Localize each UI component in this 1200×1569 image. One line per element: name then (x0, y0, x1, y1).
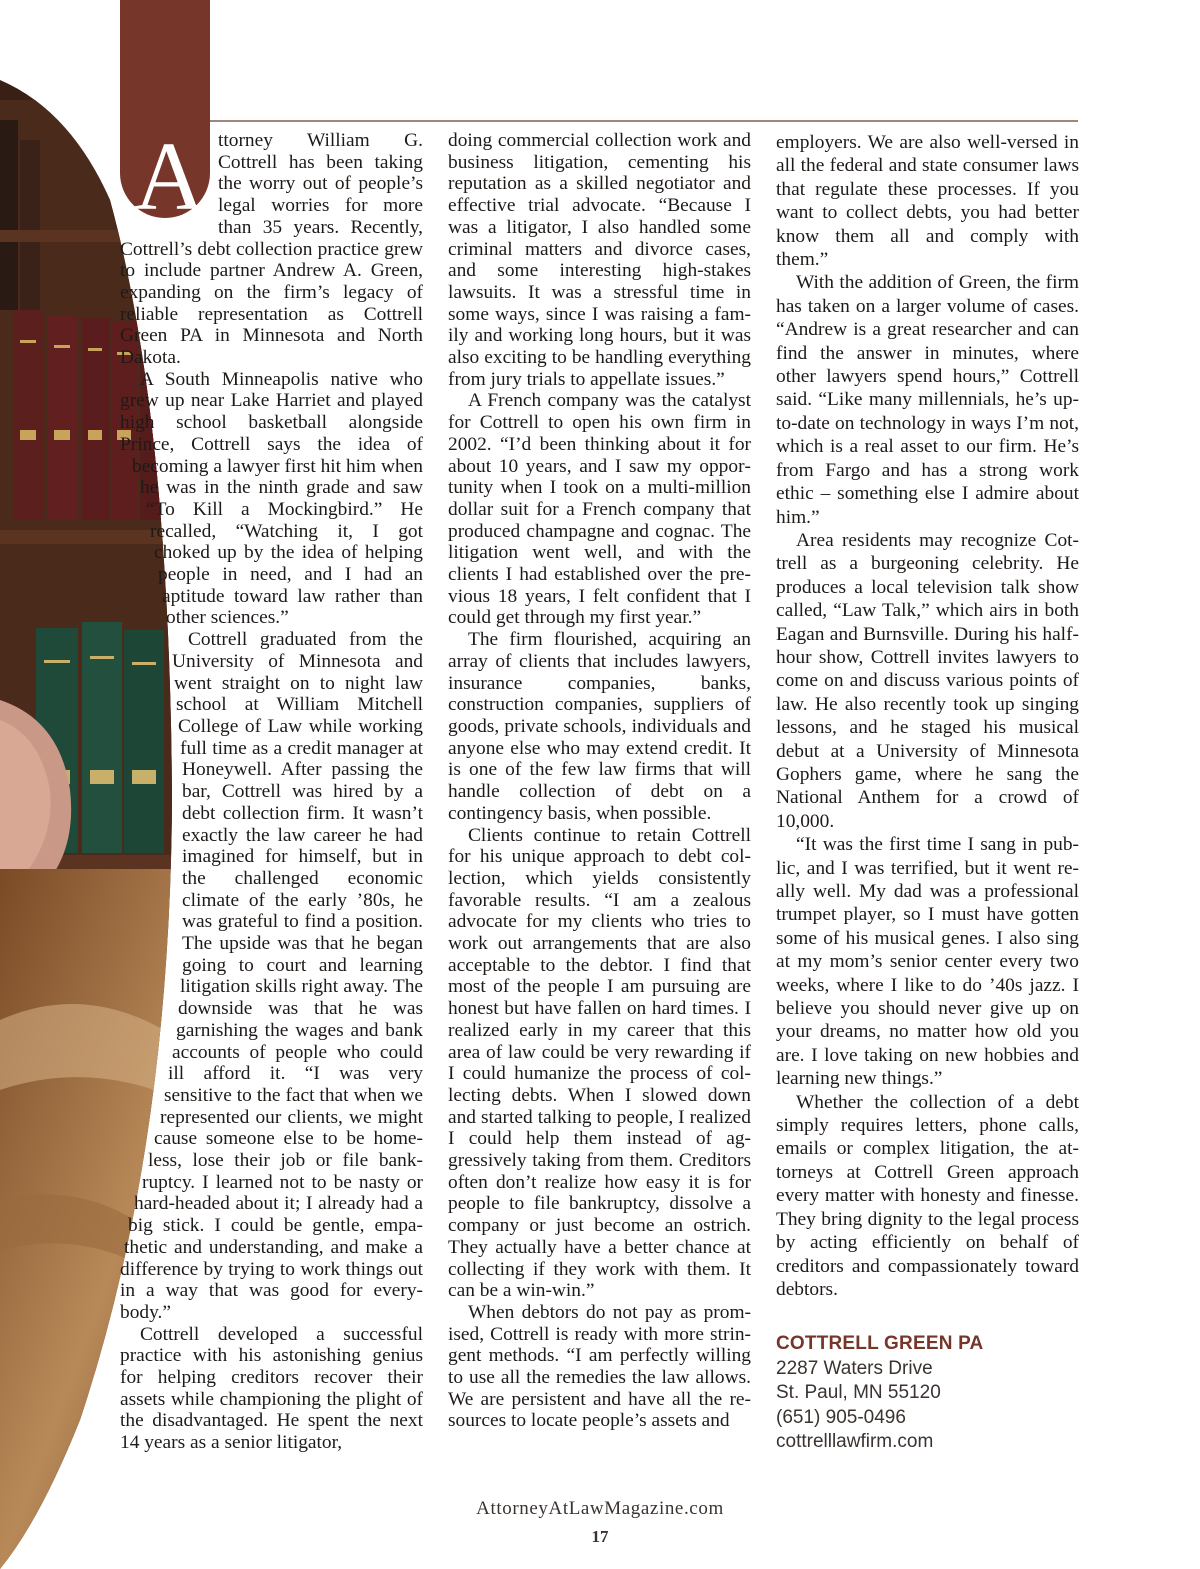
firm-phone[interactable]: (651) 905-0496 (776, 1406, 906, 1428)
article-column-3 (776, 131, 1079, 1301)
footer-site: AttorneyAtLawMagazine.com (476, 1498, 724, 1519)
article-column-2 (448, 130, 751, 1432)
paragraph: “It was the first time I sang in public, and I was terrified, but it went really well. My dad was a professional trumpet player, so I must have gotten some of his musical genes. I also sing at my mom’s senior center every two weeks, where I like to do ’40s jazz. I believe you should never give up on your dreams, no matter how old you are. I love taking on new hobbies and learning new things.” (776, 834, 1079, 1090)
paragraph: employers. We are also well-versed in all the federal and state consumer laws that regulate these processes. If you want to collect debts, you had better know them all and comply with them.” (776, 132, 1079, 271)
paragraph: A South Minneapolis native who grew up near Lake Harriet and played high school basketball alongside Prince, Cottrell says the idea of becoming a lawyer first hit him when he was in the ninth grade and saw “To Kill a Mockingbird.” He recalled, “Watching it, I got choked up by the idea of helping people in need, and I had an aptitude toward law rather than other sciences.” (120, 368, 423, 629)
paragraph: doing commercial collection work and business litigation, cementing his reputation as a skilled negotiator and effective trial advocate. “Because I was a litigator, I also handled some criminal matters and divorce cases, and some interesting high-stakes lawsuits. It was a stressful time in some ways, since I was raising a family and working long hours, but it was also exciting to be handling everything from jury trials to appellate issues.” (448, 130, 751, 390)
page-number: 17 (591, 1527, 609, 1546)
dropcap-space (120, 123, 218, 231)
paragraph: Clients continue to retain Cottrell for his unique approach to debt collection, which yields consistently favorable results. “I am a zealous advocate for my clients who tries to work out arrangements that are also acceptable to the debtor. I find that most of the people I am pursuing are honest but have fallen on hard times. I realized early in my career that this area of law could be very rewarding if I could humanize the process of collecting debts. When I slowed down and started talking to people, I realized I could help them instead of aggressively taking from them. Creditors often don’t realize how easy it is for people to file bankruptcy, dissolve a company or just become an ostrich. They actually have a better chance at collecting if they work with them. It can be a win-win.” (448, 824, 751, 1302)
paragraph: When debtors do not pay as promised, Cottrell is ready with more stringent methods. “I am perfectly willing to use all the remedies the law allows. We are persistent and have all the resources to locate people’s assets and (448, 1301, 751, 1432)
paragraph: ttorney William G. Cottrell has been taking the worry out of people’s legal worries for more than 35 years. Recently, Cottrell’s debt collection practice grew to include partner Andrew A. Green, expanding on the firm’s legacy of reliable representation as Cottrell Green PA in Minnesota and North Dakota. (120, 130, 423, 369)
paragraph: Cottrell graduated from the University of Minnesota and went straight on to night law school at William Mitchell College of Law while working full time as a credit manager at Honeywell. After passing the bar, Cottrell was hired by a debt collection firm. It wasn’t exactly the law career he had imagined for himself, but in the challenged economic climate of the early ’80s, he was grateful to find a position. The upside was that he began going to court and learning litigation skills right away. The downside was that he was garnishing the wages and bank accounts of people who could ill afford it. “I was very sensitive to the fact that when we represented our clients, we might cause someone else to be homeless, lose their job or file bankruptcy. I learned not to be nasty or hard-headed about it; I already had a big stick. I could be gentle, empathetic and understanding, and make a difference by trying to work things out in a way that was good for everybody.” (120, 629, 423, 1323)
paragraph: Area residents may recognize Cottrell as a burgeoning celebrity. He produces a local television talk show called, “Law Talk,” which airs in both Eagan and Burnsville. During his half-hour show, Cottrell invites lawyers to come on and discuss various points of law. He also recently took up singing lessons, and he staged his musical debut at a University of Minnesota Gophers game, where he sang the National Anthem for a crowd of 10,000. (776, 529, 1079, 832)
article-column-1 (120, 123, 423, 1454)
firm-name: COTTRELL GREEN PA (776, 1333, 984, 1354)
firm-website-link[interactable]: cottrelllawfirm.com (776, 1431, 934, 1452)
paragraph: Whether the collection of a debt simply requires letters, phone calls, emails or complex litigation, the attorneys at Cottrell Green approach every matter with honesty and finesse. They bring dignity to the legal process by acting efficiently on behalf of creditors and compassionately toward debtors. (776, 1091, 1079, 1300)
dropcap-letter: A (134, 123, 205, 231)
paragraph: With the addition of Green, the firm has taken on a larger volume of cases. “Andrew is a great researcher and can find the answer in minutes, where other lawyers spend hours,” Cottrell said. “Like many millennials, he’s up-to-date on technology in ways I’m not, which is a real asset to our firm. He’s from Fargo and has a strong work ethic – something else I admire about him.” (776, 272, 1079, 528)
contact-block (776, 1332, 983, 1455)
firm-city: St. Paul, MN 55120 (776, 1382, 941, 1403)
paragraph: The firm flourished, acquiring an array of clients that includes lawyers, insurance companies, banks, construction companies, suppliers of goods, private schools, individuals and anyone else who may extend credit. It is one of the few law firms that will handle collection of debt on a contingency basis, when possible. (448, 629, 751, 824)
firm-address: 2287 Waters Drive (776, 1357, 933, 1379)
paragraph: A French company was the catalyst for Cottrell to open his own firm in 2002. “I’d been thinking about it for about 10 years, and I saw my opportunity when I took on a multi-million dollar suit for a French company that produced champagne and cognac. The litigation went well, and with the clients I had established over the previous 18 years, I felt confident that I could get through my first year.” (448, 390, 751, 629)
paragraph: Cottrell developed a successful practice with his astonishing genius for helping creditors recover their assets while championing the plight of the disadvantaged. He spent the next 14 years as a senior litigator, (120, 1323, 423, 1454)
header-rule (210, 120, 1078, 122)
